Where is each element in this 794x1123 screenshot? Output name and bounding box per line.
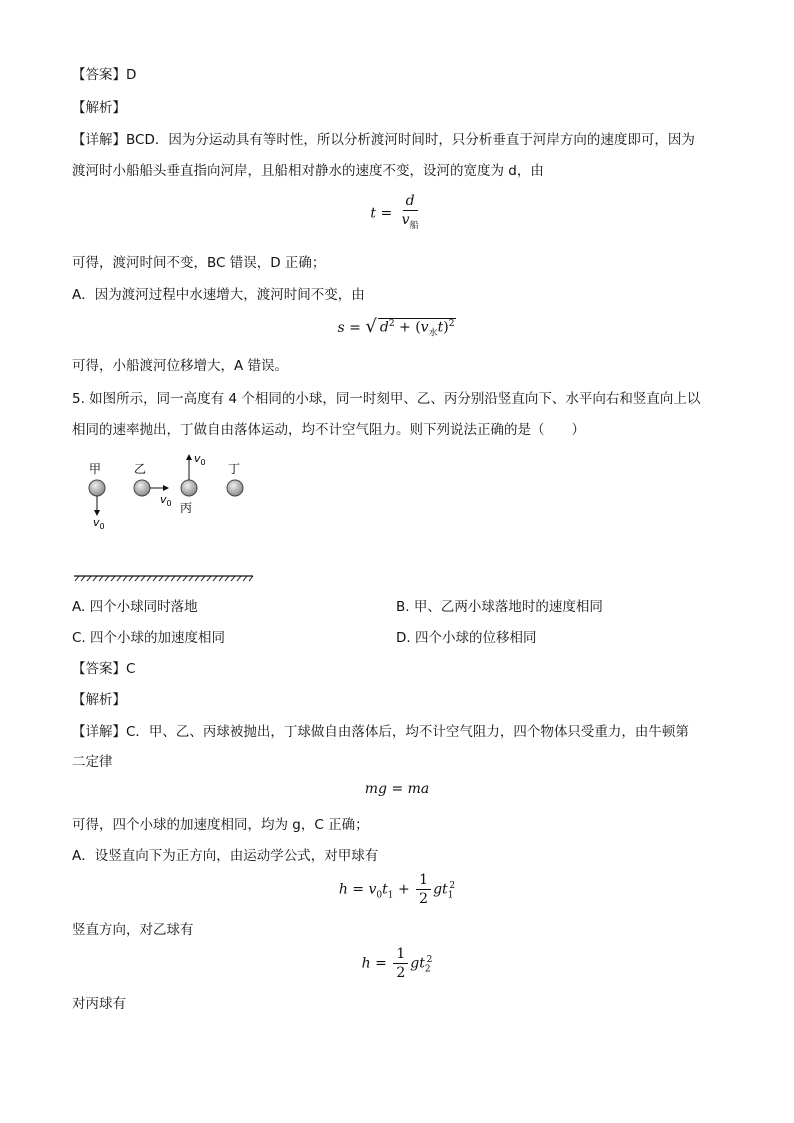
result3-q5: 可得，四个小球的加速度相同，均为 g，C 正确； (72, 817, 369, 833)
t-var: t (419, 955, 425, 972)
plus-sign: + (399, 320, 411, 336)
v0-sub: 0 (376, 890, 383, 901)
bing-line-q5: 对丙球有 (72, 996, 126, 1012)
detail-text: BCD．因为分运动具有等时性，所以分析渡河时间时，只分析垂直于河岸方向的速度即可，因为 (126, 132, 695, 148)
fraction-numerator: 1 (416, 872, 431, 890)
v-sub: 水 (428, 328, 438, 339)
analysis-tag-q4: 【解析】 (72, 100, 126, 116)
t1-sub: 1 (387, 890, 394, 901)
q5-stem-line2: 相同的速率抛出，丁做自由落体运动，均不计空气阻力。则下列说法正确的是（ ） (72, 422, 585, 438)
formula-s-sqrt (0, 316, 794, 339)
d-exp: 2 (388, 319, 395, 330)
formula-t-equals-d-over-v (0, 193, 794, 234)
ball-jia (89, 480, 105, 496)
analysis-tag-q5: 【解析】 (72, 692, 126, 708)
t-sub: 1 (447, 890, 454, 901)
option-c: C. 四个小球的加速度相同 (72, 630, 226, 646)
v-var: v (420, 320, 429, 336)
plus-sign: + (397, 881, 410, 898)
formula-lhs: s = (337, 320, 361, 336)
v0-var: v (368, 881, 377, 898)
formula-lhs: h = (338, 881, 365, 898)
den-var: v (401, 212, 410, 228)
detail-line2-q5: 二定律 (72, 754, 113, 770)
q5-stem-line1: 5. 如图所示，同一高度有 4 个相同的小球，同一时刻甲、乙、丙分别沿竖直向下、水平向右和竖直向上以 (72, 391, 701, 407)
fraction-denominator (399, 211, 422, 234)
fraction-denominator: 2 (396, 965, 406, 981)
t-sub: 2 (424, 964, 431, 975)
label-bing: 丙 (180, 501, 193, 515)
answer-value: C (126, 661, 136, 677)
ground (74, 576, 253, 581)
q5-figure (0, 445, 794, 585)
answer-tag: 【答案】 (72, 661, 126, 677)
v0-label-yi: $v_0$ (160, 493, 172, 508)
detail-tag: 【详解】 (72, 724, 126, 740)
g-var: g (410, 955, 420, 972)
sqrt-sign: √ (365, 316, 377, 337)
option-d: D. 四个小球的位移相同 (396, 630, 537, 646)
t-var: t (437, 320, 444, 336)
detail-tag: 【详解】 (72, 132, 126, 148)
detail-line2-q4: 渡河时小船船头垂直指向河岸，且船相对静水的速度不变，设河的宽度为 d，由 (72, 163, 544, 179)
detail-line1-q5 (72, 722, 689, 742)
a-line-q4: A．因为渡河过程中水速增大，渡河时间不变，由 (72, 287, 365, 303)
answer-tag: 【答案】 (72, 67, 126, 83)
option-a: A. 四个小球同时落地 (72, 599, 198, 615)
ball-yi (134, 480, 150, 496)
label-ding: 丁 (228, 462, 241, 476)
vert-line-q5: 竖直方向，对乙球有 (72, 922, 194, 938)
formula-mg-ma: mg = ma (364, 781, 430, 797)
answer-line-q5 (72, 659, 135, 679)
result1-q4: 可得，渡河时间不变，BC 错误，D 正确； (72, 255, 326, 271)
option-b: B. 甲、乙两小球落地时的速度相同 (396, 599, 603, 615)
fraction-half (416, 872, 431, 907)
close-paren: ) (443, 320, 449, 336)
den-sub: 船 (409, 220, 419, 231)
answer-line-q4 (72, 65, 136, 85)
ball-bing (181, 480, 197, 496)
outer-exp: 2 (448, 319, 455, 330)
result2-q4: 可得，小船渡河位移增大，A 错误。 (72, 358, 289, 374)
v0-label-bing: $v_0$ (194, 452, 206, 467)
answer-value: D (126, 67, 137, 83)
fraction-numerator: d (403, 193, 418, 211)
ball-ding (227, 480, 243, 496)
open-paren: ( (415, 320, 421, 336)
sqrt-body (378, 318, 457, 338)
label-yi: 乙 (134, 462, 147, 476)
detail-line1-q4 (72, 130, 695, 150)
label-jia: 甲 (89, 462, 102, 476)
v0-label-jia: $v_0$ (93, 516, 105, 531)
formula-h-jia (0, 872, 794, 907)
t1-var: t (382, 881, 388, 898)
g-var: g (433, 881, 443, 898)
d-term: d (379, 320, 389, 336)
fraction-numerator: 1 (393, 946, 408, 964)
fraction-denominator: 2 (419, 891, 429, 907)
formula-h-yi (0, 946, 794, 981)
detail-text: C．甲、乙、丙球被抛出，丁球做自由落体后，均不计空气阻力，四个物体只受重力，由牛顿第 (126, 724, 689, 740)
fraction (399, 193, 422, 234)
formula-lhs: t = (370, 205, 393, 222)
a-line-q5: A．设竖直向下为正方向，由运动学公式，对甲球有 (72, 848, 379, 864)
t-exp: 2 (426, 954, 433, 965)
t-exp: 2 (449, 880, 456, 891)
fraction-half (393, 946, 408, 981)
formula-lhs: h = (361, 955, 387, 972)
t-var: t (442, 881, 448, 898)
